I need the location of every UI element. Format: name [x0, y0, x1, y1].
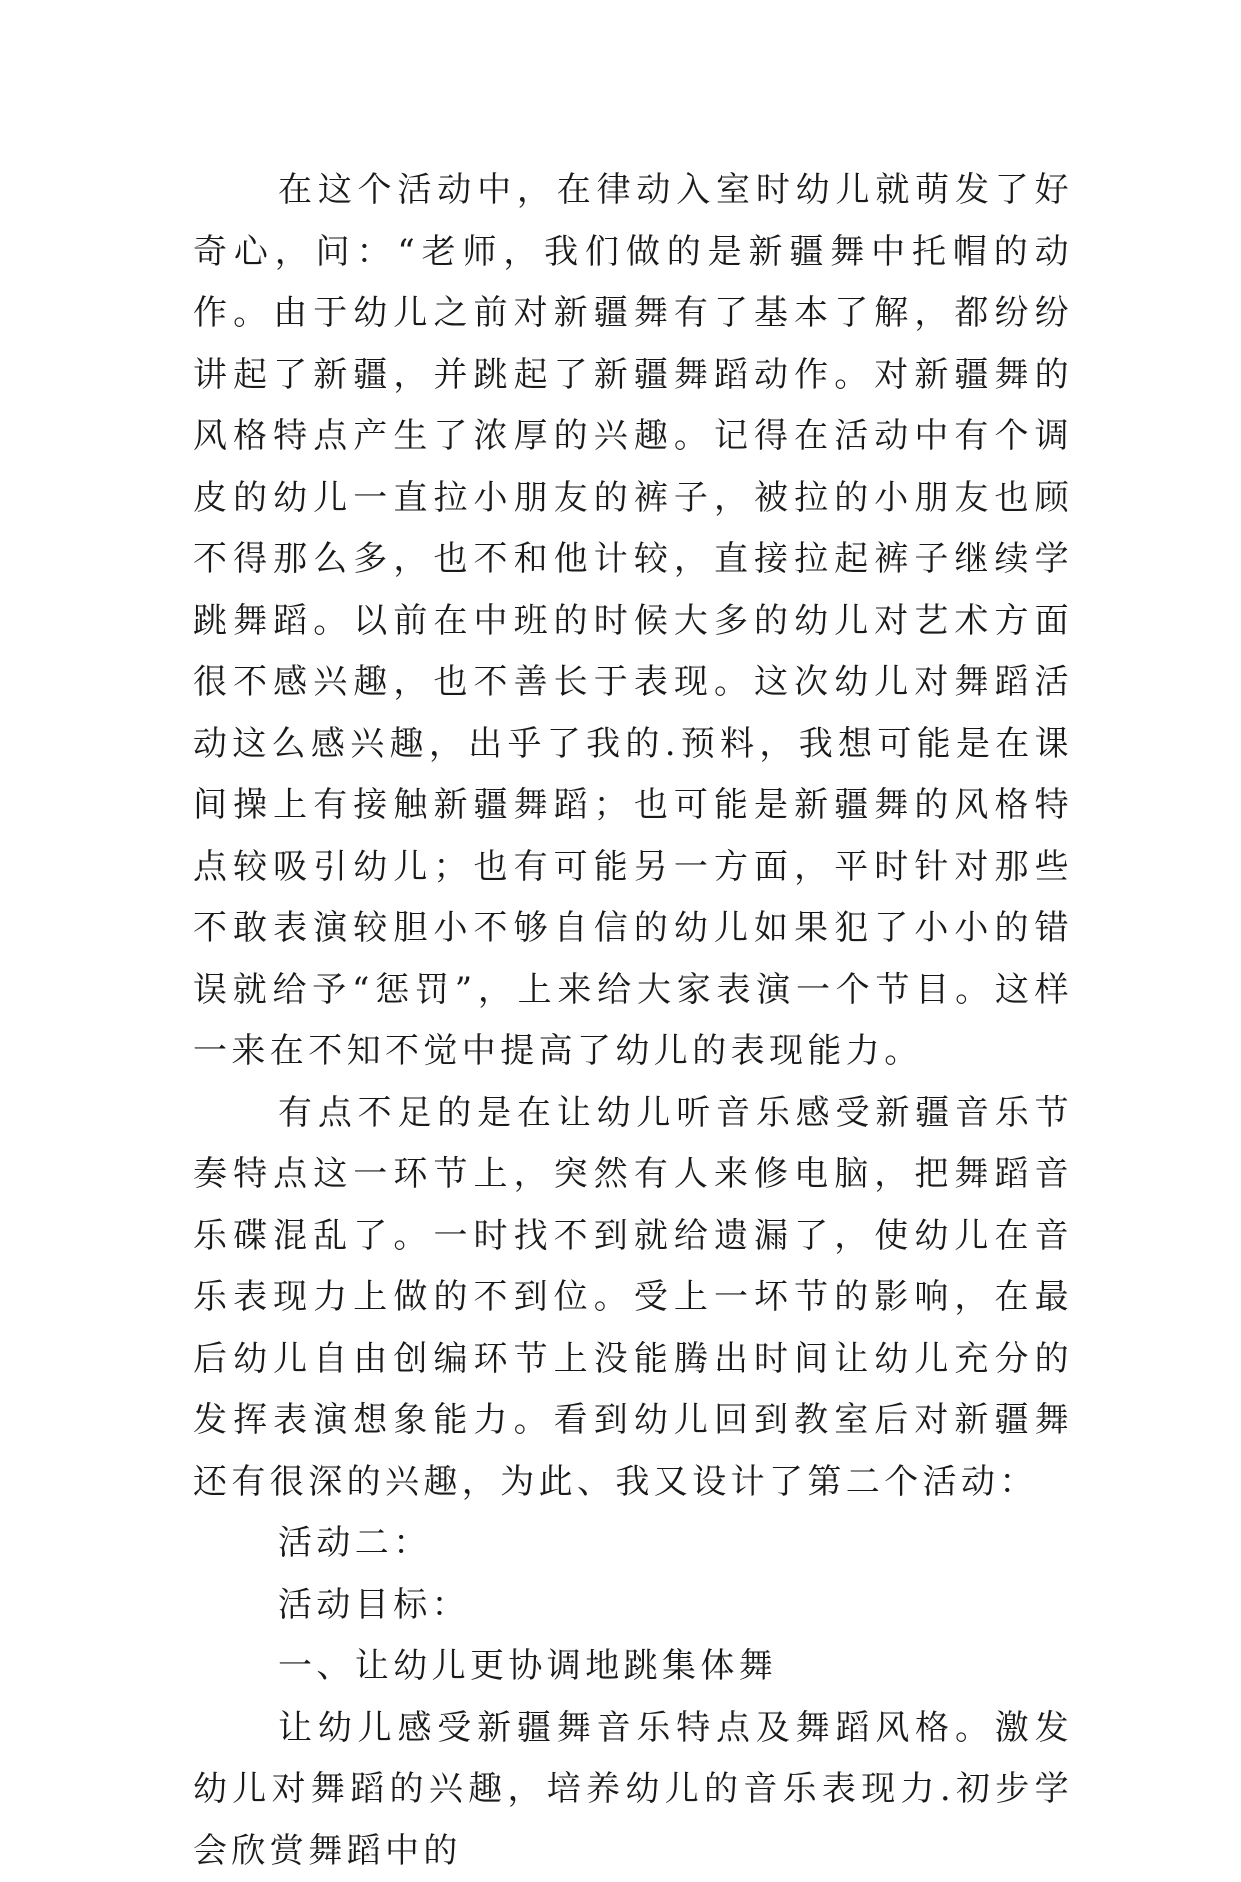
paragraph-goal-detail: 让幼儿感受新疆舞音乐特点及舞蹈风格。激发幼儿对舞蹈的兴趣，培养幼儿的音乐表现力.初步学会欣赏舞蹈中的 — [193, 1698, 1073, 1882]
paragraph-shortcomings: 有点不足的是在让幼儿听音乐感受新疆音乐节奏特点这一环节上，突然有人来修电脑，把舞蹈音乐碟混乱了。一时找不到就给遗漏了，使幼儿在音乐表现力上做的不到位。受上一坏节的影响，在最后幼儿自由创编环节上没能腾出时间让幼儿充分的发挥表演想象能力。看到幼儿回到教室后对新疆舞还有很深的兴趣，为此、我又设计了第二个活动： — [193, 1083, 1073, 1514]
heading-activity-two: 活动二： — [193, 1513, 1073, 1575]
paragraph-reflection: 在这个活动中，在律动入室时幼儿就萌发了好奇心，问：“老师，我们做的是新疆舞中托帽的动作。由于幼儿之前对新疆舞有了基本了解，都纷纷讲起了新疆，并跳起了新疆舞蹈动作。对新疆舞的风格特点产生了浓厚的兴趣。记得在活动中有个调皮的幼儿一直拉小朋友的裤子，被拉的小朋友也顾不得那么多，也不和他计较，直接拉起裤子继续学跳舞蹈。以前在中班的时候大多的幼儿对艺术方面很不感兴趣，也不善长于表现。这次幼儿对舞蹈活动这么感兴趣，出乎了我的.预料，我想可能是在课间操上有接触新疆舞蹈；也可能是新疆舞的风格特点较吸引幼儿；也有可能另一方面，平时针对那些不敢表演较胆小不够自信的幼儿如果犯了小小的错误就给予“惩罚”，上来给大家表演一个节目。这样一来在不知不觉中提高了幼儿的表现能力。 — [193, 160, 1073, 1083]
body-text — [193, 160, 1073, 1882]
goal-item-one: 一、让幼儿更协调地跳集体舞 — [193, 1636, 1073, 1698]
heading-activity-goals: 活动目标： — [193, 1575, 1073, 1637]
